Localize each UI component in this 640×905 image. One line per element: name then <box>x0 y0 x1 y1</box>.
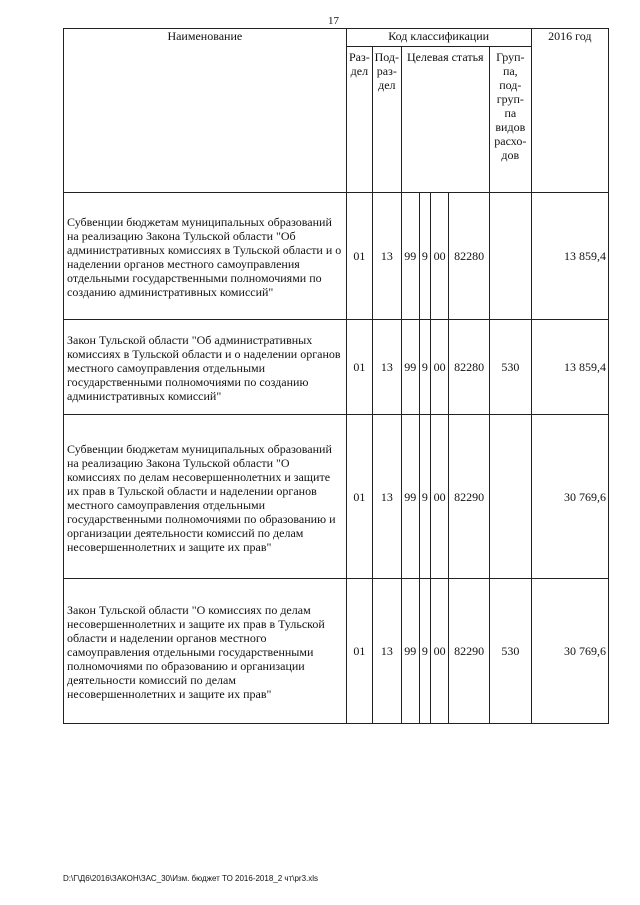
header-target: Целевая статья <box>401 47 489 193</box>
row-razdel: 01 <box>346 320 372 415</box>
row-cs4: 82290 <box>449 415 490 579</box>
row-podrazdel: 13 <box>373 579 401 724</box>
table-row <box>64 320 609 415</box>
table-row <box>64 415 609 579</box>
header-name: Наименование <box>64 29 347 193</box>
row-name: Закон Тульской области "Об административных комиссиях в Тульской области и о наделении органов местного самоуправления отдельными государственными полномочиями по созданию административных комиссий" <box>64 320 347 415</box>
row-podrazdel: 13 <box>373 193 401 320</box>
file-path-footer: D:\Г\Д6\2016\ЗАКОН\ЗАС_30\Изм. бюджет ТО 2016-2018_2 чт\pr3.xls <box>63 874 319 883</box>
row-name: Субвенции бюджетам муниципальных образований на реализацию Закона Тульской области "О комиссиях по делам несовершеннолетних и защите их прав в Тульской области и наделении органов местного самоуправления отдельными государственными полномочиями по образованию и организации деятельности комиссий по делам несовершеннолетних и защите их прав" <box>64 415 347 579</box>
row-group: 530 <box>489 320 531 415</box>
header-section-line: дел <box>350 64 369 78</box>
row-razdel: 01 <box>346 415 372 579</box>
row-cs4: 82280 <box>449 193 490 320</box>
row-amount: 30 769,6 <box>531 579 608 724</box>
row-cs2: 9 <box>419 320 430 415</box>
row-cs1: 99 <box>401 415 419 579</box>
header-group-line: видов <box>495 120 526 134</box>
header-year: 2016 год <box>531 29 608 193</box>
table-row <box>64 579 609 724</box>
row-cs4: 82280 <box>449 320 490 415</box>
row-podrazdel: 13 <box>373 415 401 579</box>
row-cs1: 99 <box>401 193 419 320</box>
row-name: Субвенции бюджетам муниципальных образований на реализацию Закона Тульской области "Об административных комиссиях в Тульской области и о наделении органов местного самоуправления отдельными государственными полномочиями по созданию административных комиссий" <box>64 193 347 320</box>
row-cs2: 9 <box>419 193 430 320</box>
row-podrazdel: 13 <box>373 320 401 415</box>
row-group <box>489 415 531 579</box>
header-section-line: Раз- <box>348 50 370 64</box>
header-subsection-line: Под- <box>374 50 400 64</box>
row-cs2: 9 <box>419 579 430 724</box>
row-cs2: 9 <box>419 415 430 579</box>
header-group-line: Груп- <box>496 50 525 64</box>
header-group-line: дов <box>501 148 520 162</box>
row-amount: 13 859,4 <box>531 320 608 415</box>
row-cs4: 82290 <box>449 579 490 724</box>
header-group-line: па <box>504 106 517 120</box>
table-row <box>64 193 609 320</box>
row-group: 530 <box>489 579 531 724</box>
row-cs1: 99 <box>401 579 419 724</box>
row-name: Закон Тульской области "О комиссиях по делам несовершеннолетних и защите их прав в Тульской области и наделении органов местного самоуправления отдельными государственными полномочиями по образованию и организации деятельности комиссий по делам несовершеннолетних и защите их прав" <box>64 579 347 724</box>
header-subsection-line: дел <box>378 78 396 92</box>
header-subsection-line: раз- <box>376 64 397 78</box>
header-section <box>346 47 372 193</box>
row-razdel: 01 <box>346 193 372 320</box>
row-cs3: 00 <box>431 579 449 724</box>
row-cs3: 00 <box>431 415 449 579</box>
header-code: Код классификации <box>346 29 531 47</box>
header-group <box>489 47 531 193</box>
header-subsection <box>373 47 401 193</box>
row-amount: 30 769,6 <box>531 415 608 579</box>
row-razdel: 01 <box>346 579 372 724</box>
header-group-line: под- <box>499 78 522 92</box>
header-group-line: груп- <box>496 92 524 106</box>
row-cs3: 00 <box>431 193 449 320</box>
header-row-top <box>64 29 609 47</box>
header-group-line: па, <box>502 64 518 78</box>
header-group-line: расхо- <box>494 134 527 148</box>
row-cs3: 00 <box>431 320 449 415</box>
budget-table <box>63 28 609 724</box>
row-group <box>489 193 531 320</box>
page-number: 17 <box>328 15 339 27</box>
row-amount: 13 859,4 <box>531 193 608 320</box>
row-cs1: 99 <box>401 320 419 415</box>
